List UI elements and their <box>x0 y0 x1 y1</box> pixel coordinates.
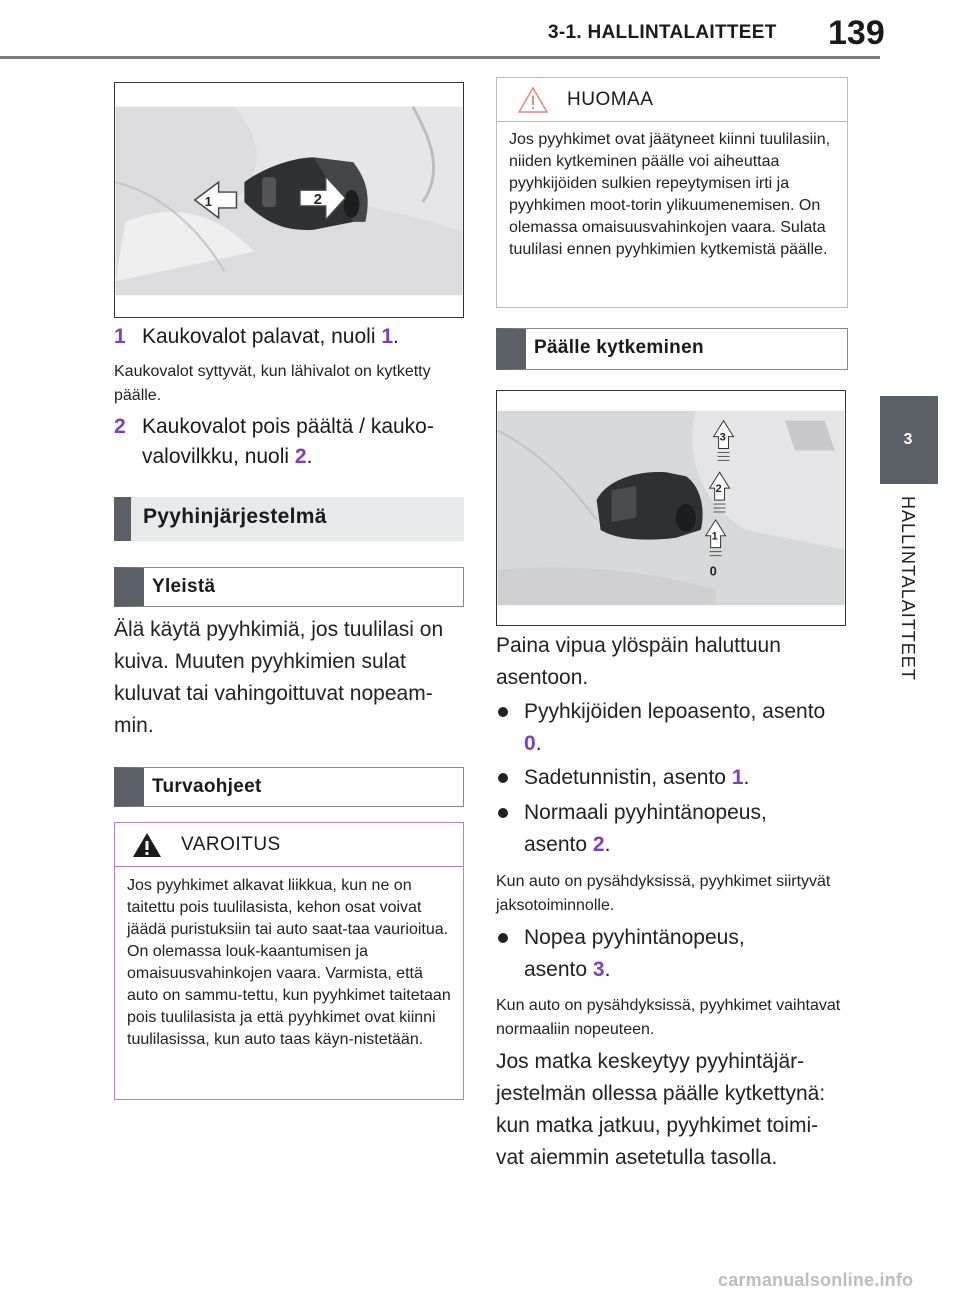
subheading-safety <box>114 767 464 807</box>
section-heading-text: Pyyhinjärjestelmä <box>143 505 327 528</box>
notice-header <box>497 78 847 122</box>
headlight-item-2 <box>114 412 464 472</box>
header-rule <box>0 56 880 59</box>
warning-title: VAROITUS <box>181 834 281 855</box>
bullet-dot <box>498 773 508 783</box>
bullet-text: Sadetunnistin, asento 1. <box>524 766 750 789</box>
chapter-tab-edge <box>936 396 938 484</box>
note-normal-speed: Kun auto on pysähdyksissä, pyyhkimet vaihtavat normaaliin nopeuteen. <box>496 997 841 1038</box>
item-number: 2 <box>114 415 126 438</box>
warning-triangle-icon <box>131 831 163 859</box>
position-1-label: 1 <box>711 530 718 543</box>
chapter-tab <box>880 396 936 484</box>
section-heading-wipers <box>114 497 464 541</box>
bullet-position-1 <box>498 762 848 794</box>
wiper-lever-figure <box>496 390 846 626</box>
notice-box <box>496 77 848 308</box>
subheading-switch-on <box>496 328 848 370</box>
caution-triangle-icon <box>517 86 549 114</box>
switch-intro-paragraph: Paina vipua ylöspäin haluttuun asentoon. <box>496 634 781 689</box>
arrow-1-label: 1 <box>204 193 212 209</box>
note-intermittent: Kun auto on pysähdyksissä, pyyhkimet siirtyvät jaksotoiminnolle. <box>496 873 831 914</box>
subheading-text: Päälle kytkeminen <box>534 337 704 358</box>
position-3-label: 3 <box>719 431 726 444</box>
item-number: 1 <box>114 325 126 348</box>
notice-text: Jos pyyhkimet ovat jäätyneet kiinni tuulilasiin, niiden kytkeminen päälle voi aiheuttaa pyyhkijöiden sulkien repeytymisen irti ja pyyhkimen moot-torin ylikuumenemisen. On olemassa omaisuusvahinkojen vaara. Sulata tuulilasi ennen pyyhkimien kytkemistä päälle. <box>509 131 831 258</box>
bullet-text: Pyyhkijöiden lepoasento, asento 0. <box>524 700 826 755</box>
bullet-text: Normaali pyyhintänopeus, asento 2. <box>524 801 767 856</box>
bullet-position-0 <box>498 696 848 760</box>
bullet-position-2 <box>498 797 848 861</box>
running-header-section: 3-1. HALLINTALAITTEET <box>548 22 777 43</box>
arrow-2-label: 2 <box>313 191 323 208</box>
warning-box <box>114 822 464 1100</box>
warning-text: Jos pyyhkimet alkavat liikkua, kun ne on taitettu pois tuulilasista, kehon osat voivat jäädä puristuksiin tai auto saat-taa vaurioitua. On olemassa louk-kaantumisen ja omaisuusvahinkojen vaara. Varmista, että auto on sammu-tettu, kun pyyhkimet taitetaan pois tuulilasista ja että pyyhkimet ovat kiinni tuulilasissa, kun auto taas käyn-nistetään. <box>127 877 451 1048</box>
watermark: carmanualsonline.info <box>718 1270 914 1290</box>
item-text: Kaukovalot palavat, nuoli 1. <box>142 325 399 348</box>
subheading-general <box>114 567 464 607</box>
headlight-stalk-illustration <box>115 83 463 317</box>
bullet-dot <box>498 933 508 943</box>
bullet-text: Nopea pyyhintänopeus, asento 3. <box>524 926 745 981</box>
notice-title: HUOMAA <box>567 89 654 110</box>
closing-paragraph: Jos matka keskeytyy pyyhintäjär-jestelmän ollessa päälle kytkettynä: kun matka jatkuu, pyyhkimet toimi-vat aiemmin asetetulla tasolla. <box>496 1050 826 1169</box>
general-paragraph: Älä käytä pyyhkimiä, jos tuulilasi on kuiva. Muuten pyyhkimien sulat kuluvat tai vahingoittuvat nopeam-min. <box>114 618 444 737</box>
headlight-note: Kaukovalot syttyvät, kun lähivalot on kytketty päälle. <box>114 363 431 404</box>
headlight-item-1 <box>114 322 464 352</box>
bullet-dot <box>498 707 508 717</box>
bullet-position-3 <box>498 922 848 986</box>
warning-header <box>115 823 463 867</box>
subheading-text: Turvaohjeet <box>152 776 262 797</box>
chapter-number: 3 <box>903 431 913 448</box>
headlight-stalk-figure <box>114 82 464 318</box>
page-number: 139 <box>828 14 885 52</box>
bullet-dot <box>498 808 508 818</box>
chapter-label: HALLINTALAITTEET <box>898 496 918 681</box>
wiper-lever-illustration <box>497 391 845 625</box>
subheading-text: Yleistä <box>152 576 216 597</box>
position-0-label: 0 <box>709 563 717 579</box>
position-2-label: 2 <box>715 483 722 496</box>
item-text: Kaukovalot pois päältä / kauko-valovilkku, nuoli 2. <box>142 415 434 468</box>
